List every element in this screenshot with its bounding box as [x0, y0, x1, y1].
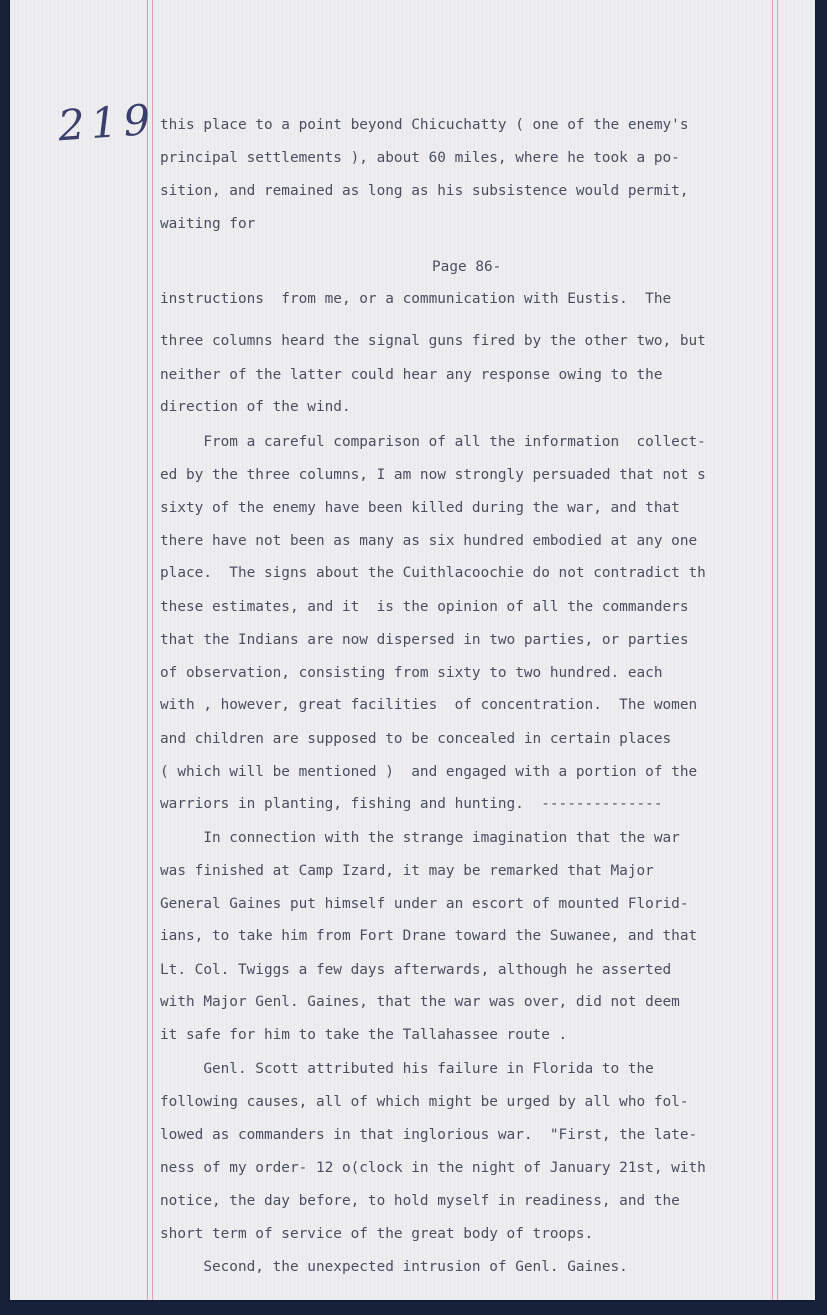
text-line: Lt. Col. Twiggs a few days afterwards, although he asserted	[160, 962, 672, 978]
text-line: instructions from me, or a communication with Eustis. The	[160, 291, 672, 307]
handwritten-page-number: 219	[56, 94, 158, 151]
text-line: ness of my order- 12 o(clock in the night of January 21st, with	[160, 1160, 706, 1176]
text-line: place. The signs about the Cuithlacoochie do not contradict th	[160, 565, 706, 581]
text-line: ians, to take him from Fort Drane toward the Suwanee, and that	[160, 928, 698, 944]
text-line: warriors in planting, fishing and hunting. --------------	[160, 796, 663, 812]
text-line: and children are supposed to be concealed in certain places	[160, 731, 672, 747]
typed-text-body	[160, 114, 706, 1275]
document-page	[10, 0, 815, 1300]
text-line: waiting for	[160, 216, 256, 232]
text-line: direction of the wind.	[160, 399, 351, 415]
text-line: with , however, great facilities of concentration. The women	[160, 697, 698, 713]
text-line: notice, the day before, to hold myself in readiness, and the	[160, 1193, 680, 1209]
text-line: Second, the unexpected intrusion of Genl. Gaines.	[160, 1259, 628, 1275]
text-line: with Major Genl. Gaines, that the war was over, did not deem	[160, 994, 680, 1010]
text-line: of observation, consisting from sixty to two hundred. each	[160, 665, 663, 681]
text-line: ( which will be mentioned ) and engaged with a portion of the	[160, 764, 698, 780]
text-line: From a careful comparison of all the information collect-	[160, 434, 706, 450]
text-line: sition, and remained as long as his subsistence would permit,	[160, 183, 689, 199]
text-line: that the Indians are now dispersed in two parties, or parties	[160, 632, 689, 648]
text-line: short term of service of the great body of troops.	[160, 1226, 594, 1242]
text-line: it safe for him to take the Tallahassee route .	[160, 1027, 568, 1043]
text-line: ed by the three columns, I am now strongly persuaded that not s	[160, 467, 706, 483]
right-margin-rule	[772, 0, 773, 1300]
text-line: In connection with the strange imagination that the war	[160, 830, 680, 846]
text-line: principal settlements ), about 60 miles, where he took a po-	[160, 150, 680, 166]
page-heading: Page 86-	[432, 259, 502, 275]
text-line: sixty of the enemy have been killed during the war, and that	[160, 500, 680, 516]
text-line: lowed as commanders in that inglorious war. "First, the late-	[160, 1127, 698, 1143]
text-line: this place to a point beyond Chicuchatty ( one of the enemy's	[160, 117, 689, 133]
text-line: was finished at Camp Izard, it may be remarked that Major	[160, 863, 654, 879]
text-line: Genl. Scott attributed his failure in Florida to the	[160, 1061, 654, 1077]
left-margin-rule	[147, 0, 148, 1300]
right-margin-rule-outer	[777, 0, 778, 1300]
text-line: General Gaines put himself under an escort of mounted Florid-	[160, 896, 689, 912]
text-line: neither of the latter could hear any response owing to the	[160, 367, 663, 383]
text-line: there have not been as many as six hundred embodied at any one	[160, 533, 698, 549]
text-line: these estimates, and it is the opinion of all the commanders	[160, 599, 689, 615]
text-line: following causes, all of which might be urged by all who fol-	[160, 1094, 689, 1110]
text-line: three columns heard the signal guns fired by the other two, but	[160, 333, 706, 349]
left-margin-rule-inner	[152, 0, 153, 1300]
